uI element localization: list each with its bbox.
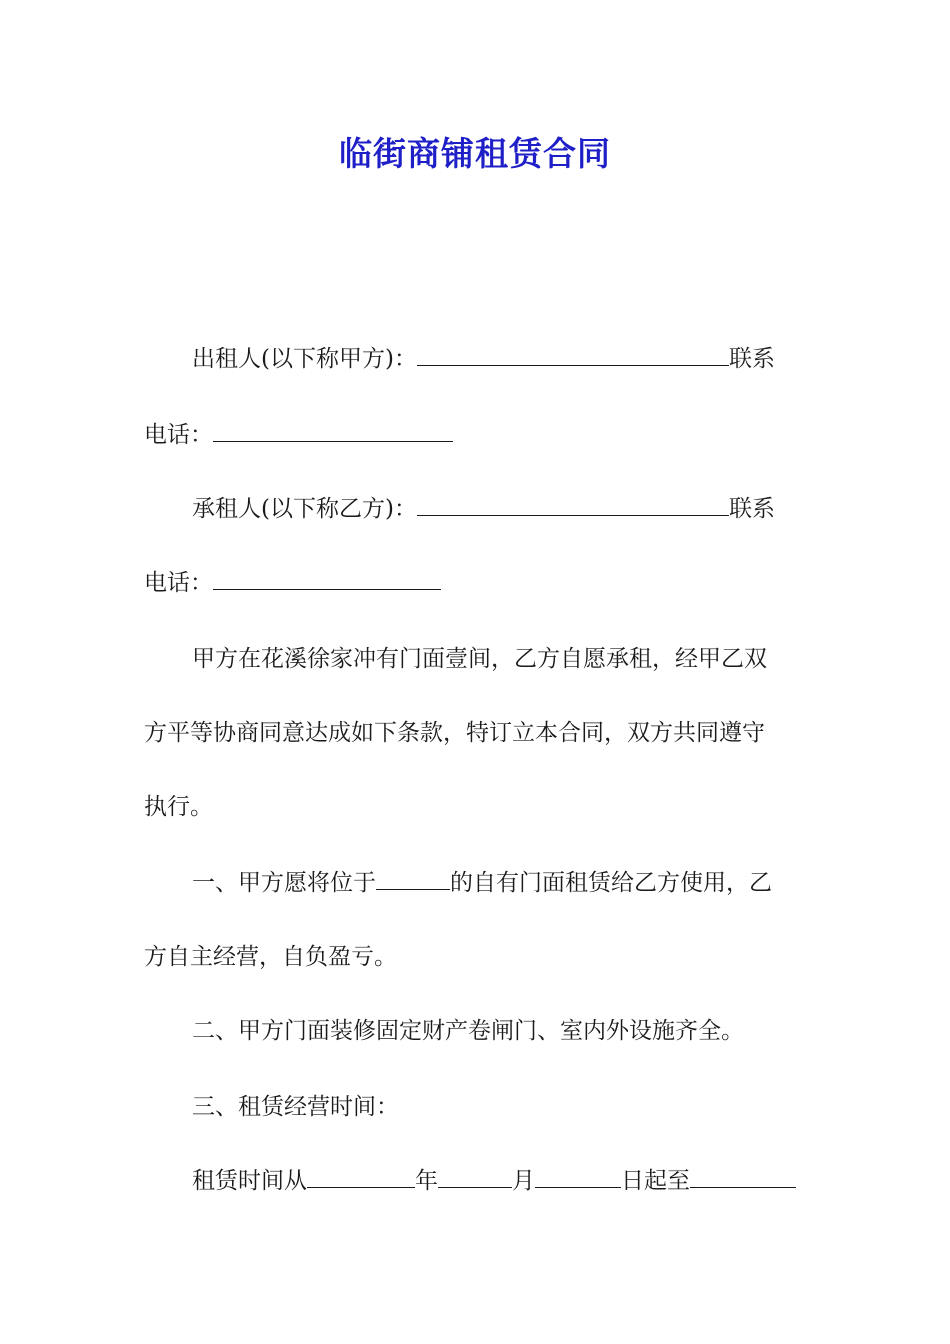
clause-1-line-1 — [144, 868, 854, 898]
clause-2: 二、甲方门面装修固定财产卷闸门、室内外设施齐全。 — [192, 1018, 744, 1044]
end-date-blank — [690, 1167, 796, 1188]
intro-line-3: 执行。 — [144, 794, 213, 820]
lessee-contact-label: 联系 — [728, 496, 775, 522]
lessee-phone-blank — [213, 569, 441, 590]
lessee-name-blank — [417, 495, 729, 516]
document-title: 临街商铺租赁合同 — [339, 134, 611, 173]
lessor-label: 出租人(以下称甲方)： — [192, 346, 417, 372]
start-day-blank — [535, 1167, 621, 1188]
location-blank — [376, 869, 450, 890]
period-from-label: 租赁时间从 — [192, 1168, 307, 1194]
start-month-blank — [438, 1167, 512, 1188]
day-until-label: 日起至 — [621, 1168, 690, 1194]
lessee-phone-label: 电话： — [144, 570, 213, 596]
clause-3-heading: 三、租赁经营时间： — [192, 1094, 399, 1120]
year-label: 年 — [415, 1168, 438, 1194]
intro-line-1: 甲方在花溪徐家冲有门面壹间，乙方自愿承租，经甲乙双 — [192, 646, 767, 672]
lessee-phone-line — [144, 568, 806, 598]
intro-line-2: 方平等协商同意达成如下条款，特订立本合同，双方共同遵守 — [144, 720, 765, 746]
lessee-label: 承租人(以下称乙方)： — [192, 496, 417, 522]
lessor-line — [144, 344, 854, 374]
clause-1-line-2: 方自主经营，自负盈亏。 — [144, 944, 397, 970]
start-year-blank — [307, 1167, 415, 1188]
lessor-phone-blank — [213, 421, 453, 442]
month-label: 月 — [512, 1168, 535, 1194]
lessor-phone-label: 电话： — [144, 422, 213, 448]
clause-1-part-2: 的自有门面租赁给乙方使用，乙 — [450, 870, 772, 896]
lessor-name-blank — [417, 345, 729, 366]
clause-1-part-1: 一、甲方愿将位于 — [192, 870, 376, 896]
lessor-contact-label: 联系 — [728, 346, 775, 372]
lessee-line — [144, 494, 854, 524]
clause-3-period-line — [144, 1166, 854, 1196]
lessor-phone-line — [144, 420, 806, 450]
